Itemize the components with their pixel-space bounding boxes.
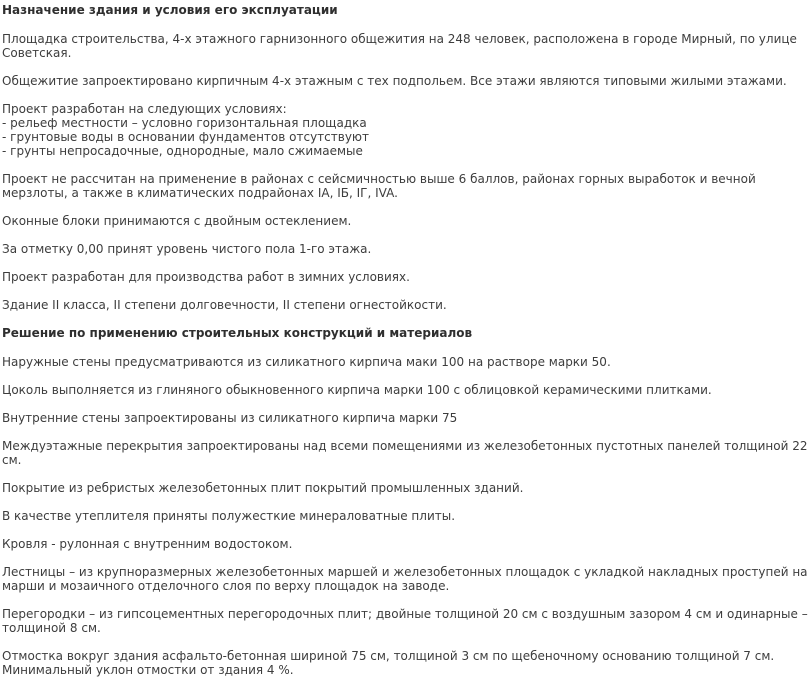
constructions-paragraph [2, 383, 712, 397]
purpose-paragraph [2, 32, 797, 60]
paragraph-line: Внутренние стены запроектированы из силикатного кирпича марки 75 [2, 411, 458, 425]
paragraph-line: Оконные блоки принимаются с двойным остеклением. [2, 214, 352, 228]
purpose-paragraph [2, 214, 696, 228]
constructions-paragraph [2, 537, 696, 551]
purpose-paragraph [2, 74, 787, 88]
paragraph-line: - рельеф местности – условно горизонтальная площадка [2, 116, 367, 130]
paragraph-line: Междуэтажные перекрытия запроектированы над всеми помещениями из железобетонных пустотных панелей толщиной 22 [2, 439, 808, 453]
constructions-paragraph [2, 509, 696, 523]
paragraph-line: Проект разработан для производства работ в зимних условиях. [2, 270, 410, 284]
paragraph-line: - грунтовые воды в основании фундаментов отсутствуют [2, 130, 370, 144]
paragraph-line: Площадка строительства, 4-х этажного гарнизонного общежития на 248 человек, расположена в городе Мирный, по улице [2, 32, 797, 46]
constructions-paragraph [2, 649, 775, 677]
constructions-paragraph [2, 439, 808, 467]
paragraph-line: Проект разработан на следующих условиях: [2, 102, 287, 116]
paragraph-line: Проект не рассчитан на применение в районах с сейсмичностью выше 6 баллов, районах горных выработок и вечной [2, 172, 756, 186]
section-purpose-body [2, 32, 797, 312]
paragraph-line: За отметку 0,00 принят уровень чистого пола 1-го этажа. [2, 242, 372, 256]
section-heading-constructions: Решение по применению строительных конструкций и материалов [2, 326, 473, 340]
paragraph-line: Минимальный уклон отмостки от здания 4 %. [2, 663, 294, 677]
paragraph-line: Советская. [2, 46, 72, 60]
section-heading-purpose: Назначение здания и условия его эксплуатации [2, 3, 338, 17]
constructions-paragraph [2, 355, 696, 369]
paragraph-line: Перегородки – из гипсоцементных перегородочных плит; двойные толщиной 20 см с воздушным зазором 4 см и одинарные – [2, 607, 808, 621]
paragraph-line: Общежитие запроектировано кирпичным 4-х этажным с тех подпольем. Все этажи являются типовыми жилыми этажами. [2, 74, 787, 88]
purpose-paragraph [2, 242, 696, 256]
constructions-paragraph [2, 481, 696, 495]
constructions-paragraph [2, 607, 808, 635]
paragraph-line: В качестве утеплителя приняты полужесткие минераловатные плиты. [2, 509, 456, 523]
constructions-paragraph [2, 411, 696, 425]
paragraph-line: толщиной 8 см. [2, 621, 101, 635]
purpose-paragraph [2, 102, 696, 158]
paragraph-line: Наружные стены предусматриваются из силикатного кирпича маки 100 на растворе марки 50. [2, 355, 611, 369]
purpose-paragraph [2, 172, 756, 200]
paragraph-line: Отмостка вокруг здания асфальто-бетонная шириной 75 см, толщиной 3 см по щебеночному основанию толщиной 7 см. [2, 649, 775, 663]
paragraph-line: Цоколь выполняется из глиняного обыкновенного кирпича марки 100 с облицовкой керамическими плитками. [2, 383, 712, 397]
paragraph-line: Кровля - рулонная с внутренним водостоком. [2, 537, 293, 551]
section-constructions-body [2, 355, 808, 677]
paragraph-line: марши и мозаичного отделочного слоя по верху площадок на заводе. [2, 579, 450, 593]
paragraph-line: Здание II класса, II степени долговечности, II степени огнестойкости. [2, 298, 447, 312]
paragraph-line: - грунты непросадочные, однородные, мало сжимаемые [2, 144, 363, 158]
constructions-paragraph [2, 565, 808, 593]
paragraph-line: мерзлоты, а также в климатических подрайонах IA, IБ, IГ, IVA. [2, 186, 398, 200]
purpose-paragraph [2, 270, 696, 284]
purpose-paragraph [2, 298, 696, 312]
paragraph-line: Покрытие из ребристых железобетонных плит покрытий промышленных зданий. [2, 481, 524, 495]
paragraph-line: Лестницы – из крупноразмерных железобетонных маршей и железобетонных площадок с укладкой накладных проступей на [2, 565, 808, 579]
paragraph-line: см. [2, 453, 22, 467]
